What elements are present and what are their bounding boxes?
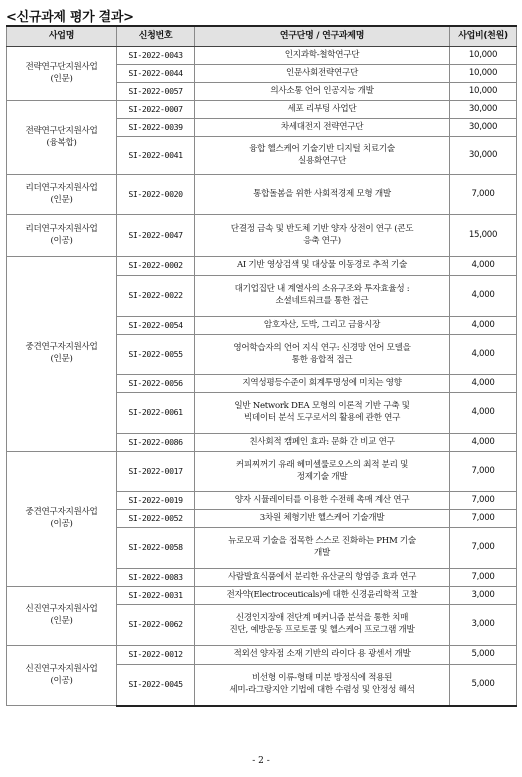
budget-cell: 30,000 [450, 137, 517, 175]
project-title-cell: 일반 Network DEA 모형의 이론적 기반 구축 및 빅데이터 분석 도구로서의 활용에 관한 연구 [195, 393, 450, 434]
budget-cell: 5,000 [450, 646, 517, 665]
program-name-cell: 신진연구자지원사업 (인문) [7, 587, 117, 646]
project-title-cell: 인지과학-철학연구단 [195, 47, 450, 65]
budget-cell: 30,000 [450, 101, 517, 119]
project-title-cell: 양자 시뮬레이터를 이용한 수전해 촉매 계산 연구 [195, 492, 450, 510]
program-name-cell: 전략연구단지원사업 (융복합) [7, 101, 117, 175]
application-number-cell: SI-2022-0012 [117, 646, 195, 665]
project-title-cell: 비선형 이류-형태 미분 방정식에 적용된 세미-라그랑지안 기법에 대한 수렴성 및 안정성 해석 [195, 665, 450, 706]
project-title-cell: 통합돌봄을 위한 사회적경제 모형 개발 [195, 175, 450, 215]
budget-cell: 4,000 [450, 393, 517, 434]
application-number-cell: SI-2022-0017 [117, 452, 195, 492]
budget-cell: 10,000 [450, 65, 517, 83]
budget-cell: 7,000 [450, 492, 517, 510]
budget-cell: 4,000 [450, 317, 517, 335]
table-row [7, 452, 517, 492]
application-number-cell: SI-2022-0056 [117, 375, 195, 393]
budget-cell: 15,000 [450, 215, 517, 257]
project-title-cell: 3차원 체형기반 헬스케어 기술개발 [195, 510, 450, 528]
budget-cell: 4,000 [450, 434, 517, 452]
application-number-cell: SI-2022-0054 [117, 317, 195, 335]
application-number-cell: SI-2022-0039 [117, 119, 195, 137]
program-name-cell: 리더연구자지원사업 (인문) [7, 175, 117, 215]
budget-cell: 3,000 [450, 587, 517, 605]
column-header-project-title: 연구단명 / 연구과제명 [195, 26, 450, 47]
budget-cell: 5,000 [450, 665, 517, 706]
program-name-cell: 리더연구자지원사업 (이공) [7, 215, 117, 257]
budget-cell: 7,000 [450, 510, 517, 528]
project-title-cell: 영어학습자의 언어 지식 연구: 신경망 언어 모델을 통한 융합적 접근 [195, 335, 450, 375]
application-number-cell: SI-2022-0047 [117, 215, 195, 257]
budget-cell: 7,000 [450, 528, 517, 569]
project-title-cell: 사람발효식품에서 분리한 유산균의 항염증 효과 연구 [195, 569, 450, 587]
project-title-cell: 친사회적 캠페인 효과: 문화 간 비교 연구 [195, 434, 450, 452]
table-row [7, 47, 517, 65]
project-title-cell: 의사소통 언어 인공지능 개발 [195, 83, 450, 101]
application-number-cell: SI-2022-0007 [117, 101, 195, 119]
project-title-cell: 인문사회전략연구단 [195, 65, 450, 83]
project-title-cell: 커피찌꺼기 유래 헤미셀룰로오스의 최적 분리 및 정제기술 개발 [195, 452, 450, 492]
page-number: - 2 - [252, 756, 270, 766]
project-title-cell: AI 기반 영상검색 및 대상물 이동경로 추적 기술 [195, 257, 450, 276]
project-title-cell: 암호자산, 도박, 그리고 금융시장 [195, 317, 450, 335]
budget-cell: 4,000 [450, 276, 517, 317]
project-title-cell: 융합 헬스케어 기술기반 디지털 치료기술 실용화연구단 [195, 137, 450, 175]
project-title-cell: 대기업집단 내 계열사의 소유구조와 투자효율성 : 소셜네트워크를 통한 접근 [195, 276, 450, 317]
table-row [7, 257, 517, 276]
project-title-cell: 세포 리부팅 사업단 [195, 101, 450, 119]
program-name-cell: 중견연구자지원사업 (인문) [7, 257, 117, 452]
column-header-program: 사업명 [7, 26, 117, 47]
table-row [7, 101, 517, 119]
budget-cell: 4,000 [450, 257, 517, 276]
application-number-cell: SI-2022-0055 [117, 335, 195, 375]
application-number-cell: SI-2022-0022 [117, 276, 195, 317]
table-row [7, 646, 517, 665]
application-number-cell: SI-2022-0031 [117, 587, 195, 605]
project-title-cell: 전자약(Electroceuticals)에 대한 신경윤리학적 고찰 [195, 587, 450, 605]
budget-cell: 10,000 [450, 83, 517, 101]
application-number-cell: SI-2022-0086 [117, 434, 195, 452]
application-number-cell: SI-2022-0052 [117, 510, 195, 528]
table-row [7, 587, 517, 605]
section-heading: <신규과제 평가 결과> [6, 10, 134, 25]
project-title-cell: 뉴로모픽 기술을 접목한 스스로 진화하는 PHM 기술 개발 [195, 528, 450, 569]
application-number-cell: SI-2022-0062 [117, 605, 195, 646]
project-title-cell: 신경인지장애 전단계 메커니즘 분석을 통한 치매 진단, 예방운동 프로토콜 및 헬스케어 프로그램 개발 [195, 605, 450, 646]
application-number-cell: SI-2022-0061 [117, 393, 195, 434]
table-body [7, 47, 517, 706]
budget-cell: 7,000 [450, 569, 517, 587]
budget-cell: 7,000 [450, 452, 517, 492]
project-title-cell: 차세대전지 전략연구단 [195, 119, 450, 137]
application-number-cell: SI-2022-0002 [117, 257, 195, 276]
budget-cell: 30,000 [450, 119, 517, 137]
evaluation-results-table [6, 25, 517, 707]
budget-cell: 4,000 [450, 375, 517, 393]
budget-cell: 4,000 [450, 335, 517, 375]
project-title-cell: 적외선 양자점 소재 기반의 라이다 용 광센서 개발 [195, 646, 450, 665]
budget-cell: 7,000 [450, 175, 517, 215]
table-header-row [7, 26, 517, 47]
column-header-budget: 사업비(천원) [450, 26, 517, 47]
budget-cell: 10,000 [450, 47, 517, 65]
table-row [7, 175, 517, 215]
budget-cell: 3,000 [450, 605, 517, 646]
column-header-application-number: 신청번호 [117, 26, 195, 47]
program-name-cell: 중견연구자지원사업 (이공) [7, 452, 117, 587]
application-number-cell: SI-2022-0041 [117, 137, 195, 175]
application-number-cell: SI-2022-0044 [117, 65, 195, 83]
program-name-cell: 전략연구단지원사업 (인문) [7, 47, 117, 101]
project-title-cell: 지역성평등수준이 회계투명성에 미치는 영향 [195, 375, 450, 393]
application-number-cell: SI-2022-0020 [117, 175, 195, 215]
application-number-cell: SI-2022-0083 [117, 569, 195, 587]
program-name-cell: 신진연구자지원사업 (이공) [7, 646, 117, 706]
application-number-cell: SI-2022-0019 [117, 492, 195, 510]
application-number-cell: SI-2022-0057 [117, 83, 195, 101]
project-title-cell: 단결정 금속 및 반도체 기반 양자 상전이 연구 (콘도 응축 연구) [195, 215, 450, 257]
application-number-cell: SI-2022-0043 [117, 47, 195, 65]
table-row [7, 215, 517, 257]
application-number-cell: SI-2022-0058 [117, 528, 195, 569]
application-number-cell: SI-2022-0045 [117, 665, 195, 706]
